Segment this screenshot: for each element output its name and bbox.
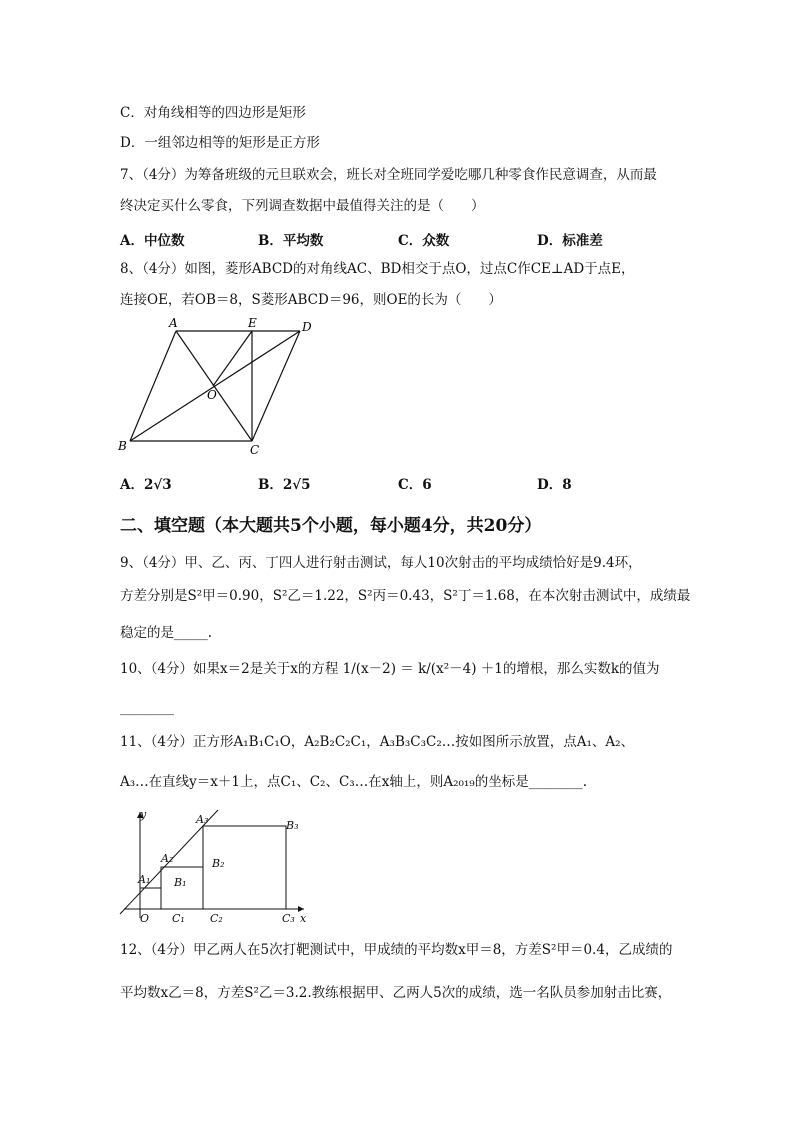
q7-stem-line2: 终决定买什么零食，下列调查数据中最值得关注的是（ ） [120, 198, 485, 214]
label-b1: B₁ [174, 876, 187, 889]
q9-stem-line3: 稳定的是_____. [120, 625, 213, 641]
label-a2: A₂ [161, 852, 174, 865]
label-a: A [169, 316, 178, 330]
squares-figure [118, 806, 318, 924]
label-a1: A₁ [138, 873, 151, 886]
diagonal-bd [130, 331, 300, 441]
label-y: y [140, 808, 147, 821]
q8-option-a: A．2√3 [120, 477, 172, 493]
label-b: B [118, 439, 127, 453]
q11-stem-line1: 11、（4分）正方形A₁B₁C₁O，A₂B₂C₂C₁，A₃B₃C₃C₂…按如图所示放置，点A₁、A₂、 [120, 734, 635, 750]
q9-stem-line2: 方差分别是S²甲＝0.90，S²乙＝1.22，S²丙＝0.43，S²丁＝1.68，在本次射击测试中，成绩最 [120, 588, 691, 604]
option-d-prev: D．一组邻边相等的矩形是正方形 [120, 135, 320, 151]
q11-stem-line2: A₃…在直线y＝x＋1上，点C₁、C₂、C₃…在x轴上，则A₂₀₁₉的坐标是________. [120, 774, 588, 790]
label-b3: B₃ [286, 819, 299, 832]
label-d: D [302, 320, 312, 334]
segment-oe [213, 331, 252, 386]
q12-stem-line1: 12、（4分）甲乙两人在5次打靶测试中，甲成绩的平均数x甲＝8，方差S²甲＝0.4，乙成绩的 [120, 942, 673, 958]
rhombus-figure [112, 312, 322, 460]
label-c2: C₂ [210, 912, 223, 924]
q12-stem-line2: 平均数x乙＝8，方差S²乙＝3.2.教练根据甲、乙两人5次的成绩，选一名队员参加射击比赛， [120, 985, 672, 1001]
edge-ba [130, 331, 176, 441]
label-a3: A₃ [196, 813, 209, 826]
q8-option-b: B．2√5 [258, 477, 311, 493]
q10-stem-line1: 10、（4分）如果x＝2是关于x的方程 1/(x－2) ＝ k/(x²－4) ＋1的增根，那么实数k的值为 [120, 661, 660, 677]
q9-stem-line1: 9、（4分）甲、乙、丙、丁四人进行射击测试，每人10次射击的平均成绩恰好是9.4环， [120, 555, 642, 571]
square-1 [140, 888, 161, 909]
label-x: x [300, 912, 307, 924]
q8-option-d: D．8 [537, 477, 572, 493]
q8-option-c: C．6 [398, 477, 432, 493]
label-c3: C₃ [282, 912, 295, 924]
q7-option-b: B．平均数 [258, 233, 324, 249]
q10-answer-blank: ________ [120, 700, 174, 716]
edge-dc [252, 331, 300, 441]
q8-stem-line1: 8、（4分）如图，菱形ABCD的对角线AC、BD相交于点O，过点C作CE⊥AD于点E， [120, 261, 635, 277]
label-o: O [207, 388, 217, 402]
q8-stem-line2: 连接OE，若OB＝8，S菱形ABCD＝96，则OE的长为（ ） [120, 292, 502, 308]
q7-stem-line1: 7、（4分）为筹备班级的元旦联欢会，班长对全班同学爱吃哪几种零食作民意调查，从而最 [120, 167, 657, 183]
q7-option-c: C．众数 [398, 233, 450, 249]
label-o: O [140, 912, 150, 924]
option-c-prev: C．对角线相等的四边形是矩形 [120, 105, 306, 121]
q7-option-a: A．中位数 [120, 233, 185, 249]
label-b2: B₂ [212, 857, 225, 870]
section-title: 二、填空题（本大题共5个小题，每小题4分，共20分） [120, 516, 542, 536]
label-c1: C₁ [172, 912, 185, 924]
label-e: E [248, 316, 257, 330]
label-c: C [250, 443, 260, 457]
q7-option-d: D．标准差 [537, 233, 603, 249]
